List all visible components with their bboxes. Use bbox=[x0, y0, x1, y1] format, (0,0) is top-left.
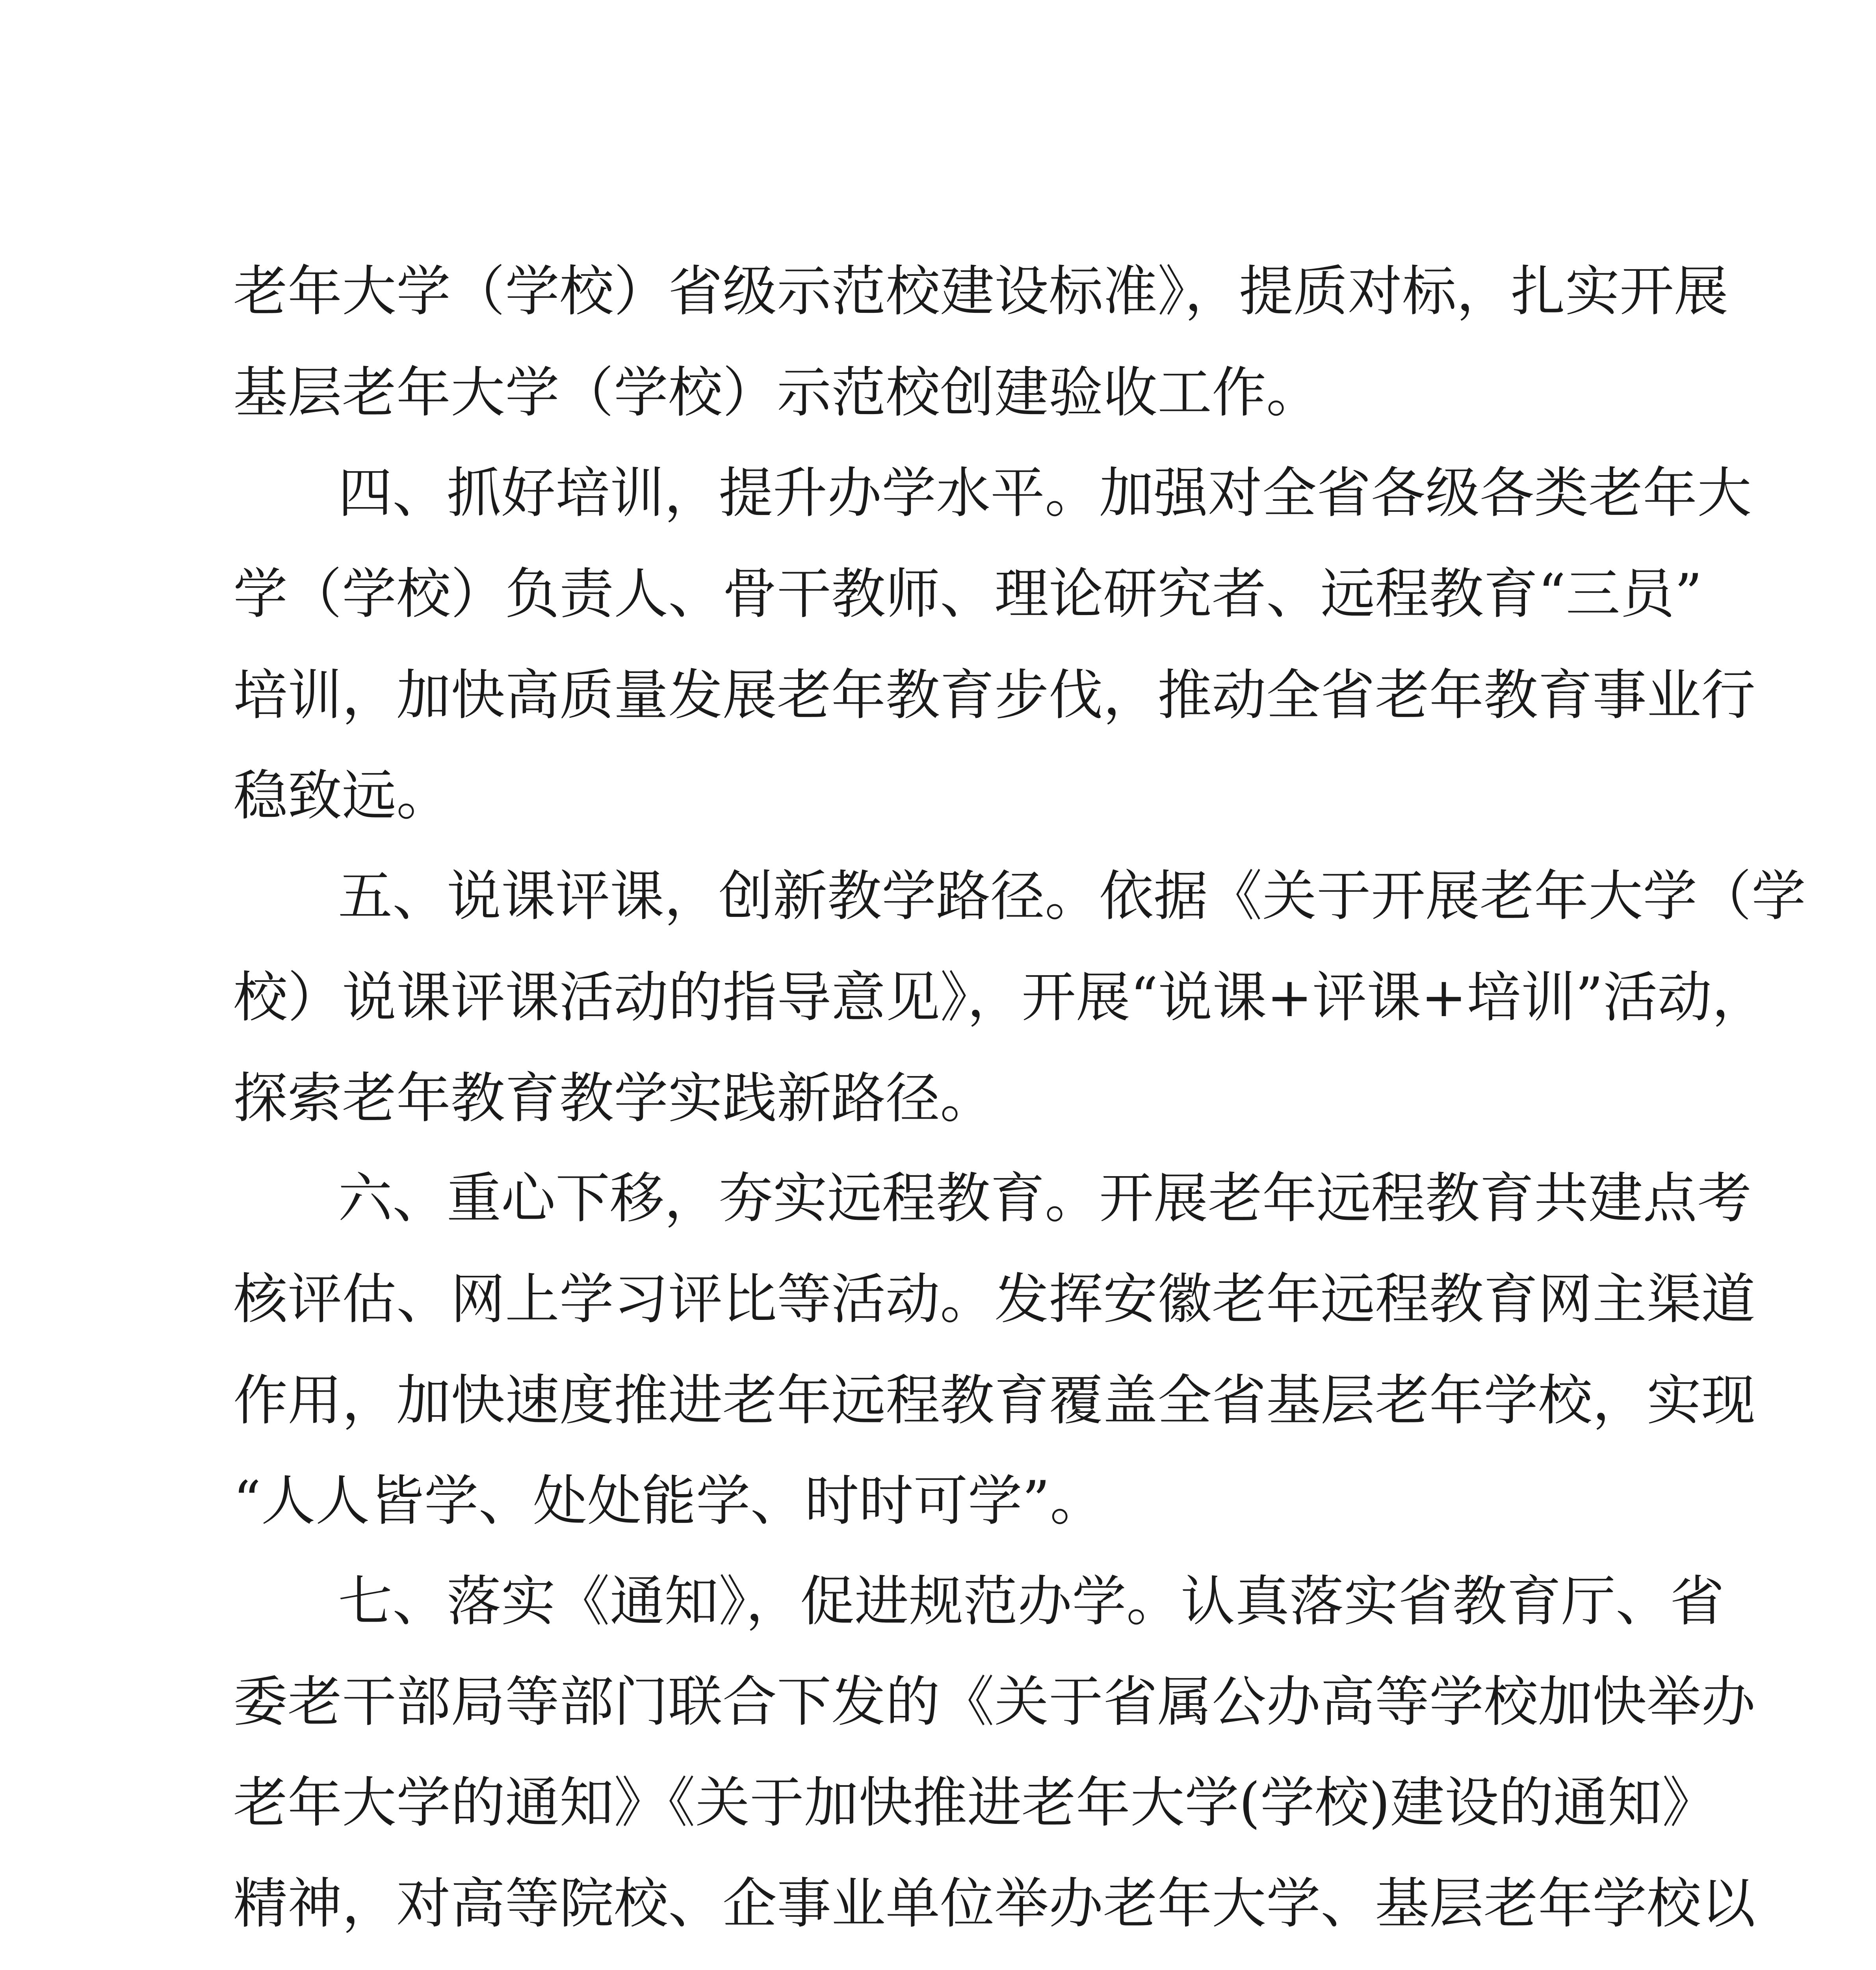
text-line: 老年大学（学校）省级示范校建设标准》，提质对标，扎实开展 bbox=[233, 260, 1729, 323]
text-line: 稳致远。 bbox=[233, 764, 451, 827]
text-line: 六、重心下移，夯实远程教育。开展老年远程教育共建点考 bbox=[338, 1167, 1752, 1230]
text-line: 学（学校）负责人、骨干教师、理论研究者、远程教育“三员” bbox=[233, 562, 1703, 626]
text-line: 校）说课评课活动的指导意见》，开展“说课+评课+培训”活动， bbox=[233, 966, 1766, 1029]
text-line: 探索老年教育教学实践新路径。 bbox=[233, 1067, 995, 1130]
text-line: “人人皆学、处处能学、时时可学”。 bbox=[233, 1469, 1105, 1533]
text-line: 培训，加快高质量发展老年教育步伐，推动全省老年教育事业行 bbox=[233, 663, 1756, 727]
text-line: 精神，对高等院校、企事业单位举办老年大学、基层老年学校以 bbox=[233, 1872, 1756, 1935]
text-line: 老年大学的通知》《关于加快推进老年大学(学校)建设的通知》 bbox=[233, 1771, 1716, 1834]
text-line: 作用，加快速度推进老年远程教育覆盖全省基层老年学校，实现 bbox=[233, 1369, 1756, 1432]
text-line: 核评估、网上学习评比等活动。发挥安徽老年远程教育网主渠道 bbox=[233, 1267, 1756, 1331]
text-line: 五、说课评课，创新教学路径。依据《关于开展老年大学（学 bbox=[338, 864, 1806, 928]
text-line: 委老干部局等部门联合下发的《关于省属公办高等学校加快举办 bbox=[233, 1670, 1756, 1734]
text-line: 基层老年大学（学校）示范校创建验收工作。 bbox=[233, 361, 1321, 424]
text-line: 七、落实《通知》，促进规范办学。认真落实省教育厅、省 bbox=[338, 1570, 1725, 1633]
text-line: 四、抓好培训，提升办学水平。加强对全省各级各类老年大 bbox=[338, 461, 1752, 525]
